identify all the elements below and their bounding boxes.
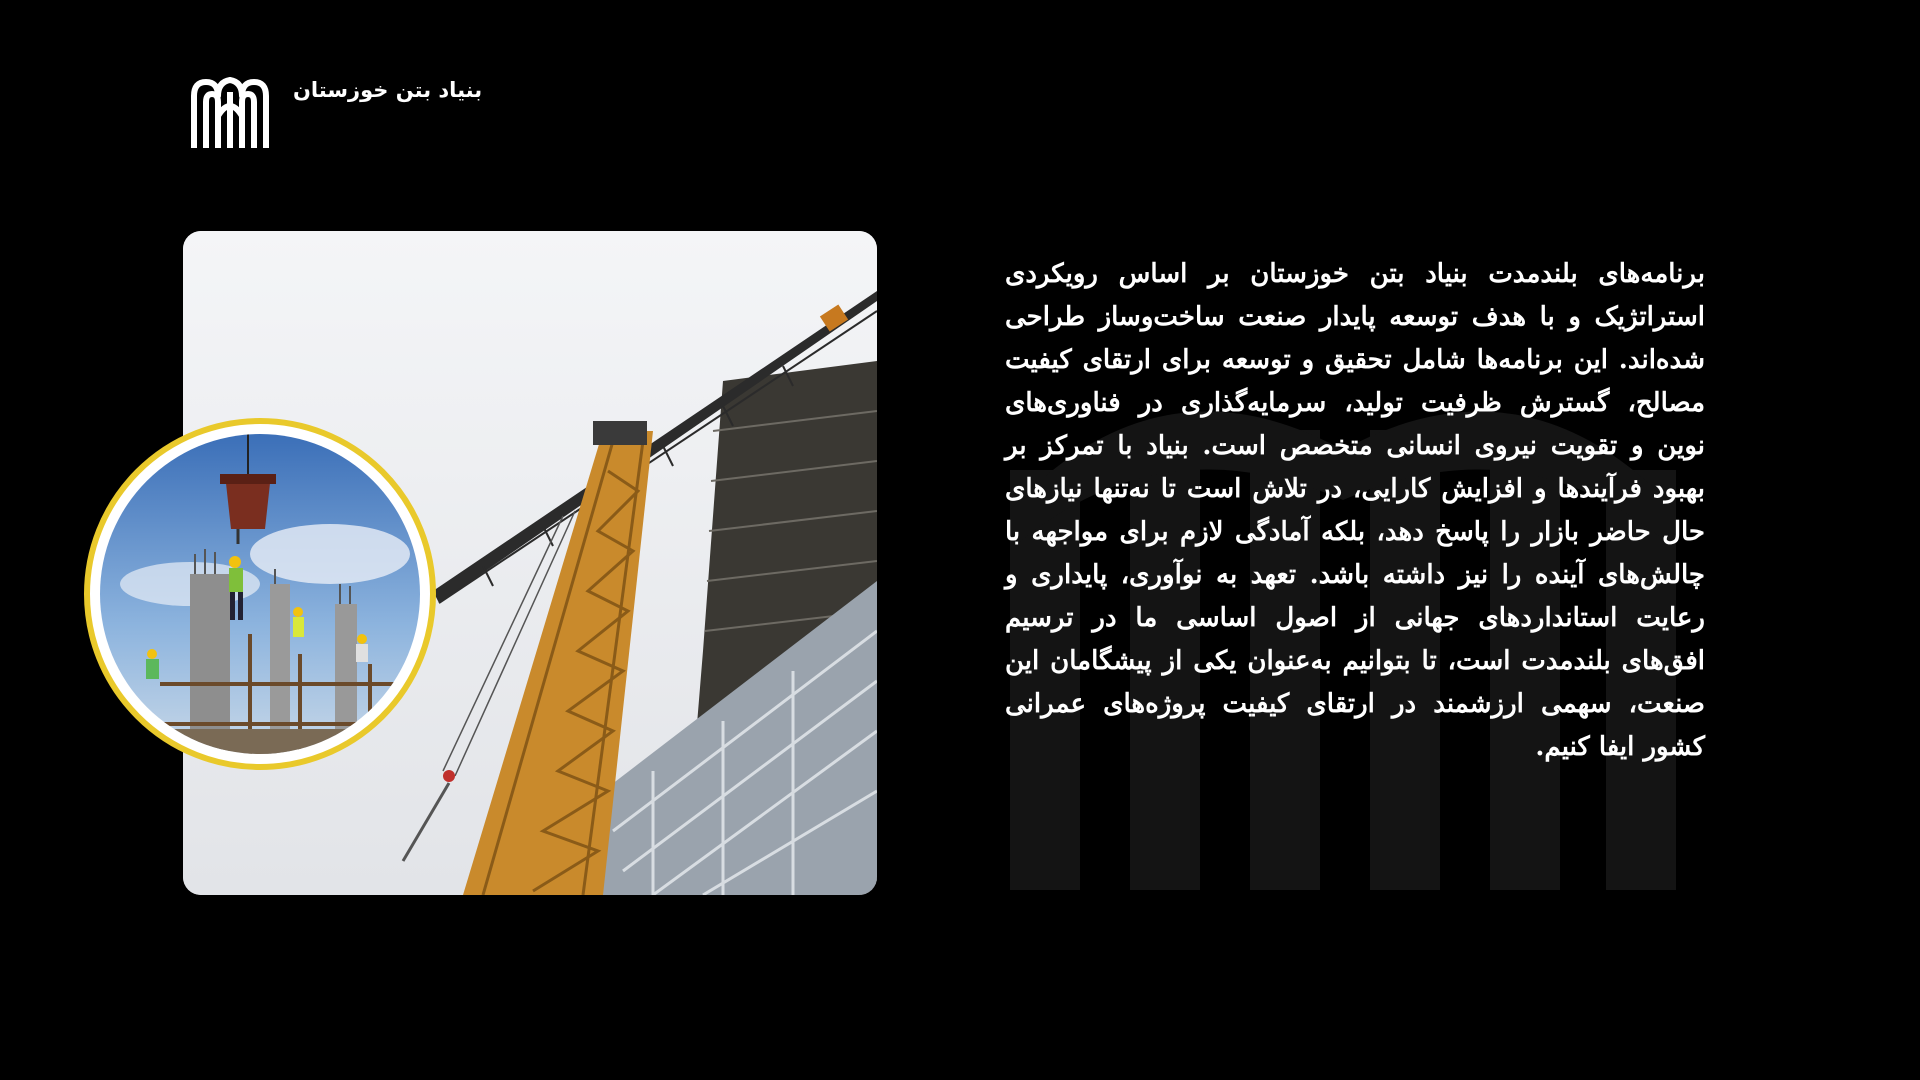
inset-photo: [100, 434, 420, 754]
building-arches-logo-icon: [190, 76, 270, 150]
description-paragraph: برنامه‌های بلندمدت بنیاد بتن خوزستان بر اساس رویکردی استراتژیک و با هدف توسعه پایدار صنعت ساخت‌وساز طراحی شده‌اند. این برنامه‌ها شامل تحقیق و توسعه برای ارتقای کیفیت مصالح، گسترش ظرفیت تولید، سرمایه‌گذاری در فناوری‌های نوین و تقویت نیروی انسانی متخصص است. بنیاد با تمرکز بر بهبود فرآیندها و افزایش کارایی، در تلاش است تا نه‌تنها نیازهای حال حاضر بازار را پاسخ دهد، بلکه آمادگی لازم برای مواجهه با چالش‌های آینده را نیز داشته باشد. تعهد به نوآوری، پایداری و رعایت استانداردهای جهانی از اصول اساسی ما در ترسیم افق‌های بلندمدت است، تا بتوانیم به‌عنوان یکی از پیشگامان این صنعت، سهمی ارزشمند در ارتقای کیفیت پروژه‌های عمرانی کشور ایفا کنیم.: [1005, 259, 1705, 762]
brand-name: بنیاد بتن خوزستان: [293, 78, 483, 102]
inset-photo-frame: [84, 418, 436, 770]
